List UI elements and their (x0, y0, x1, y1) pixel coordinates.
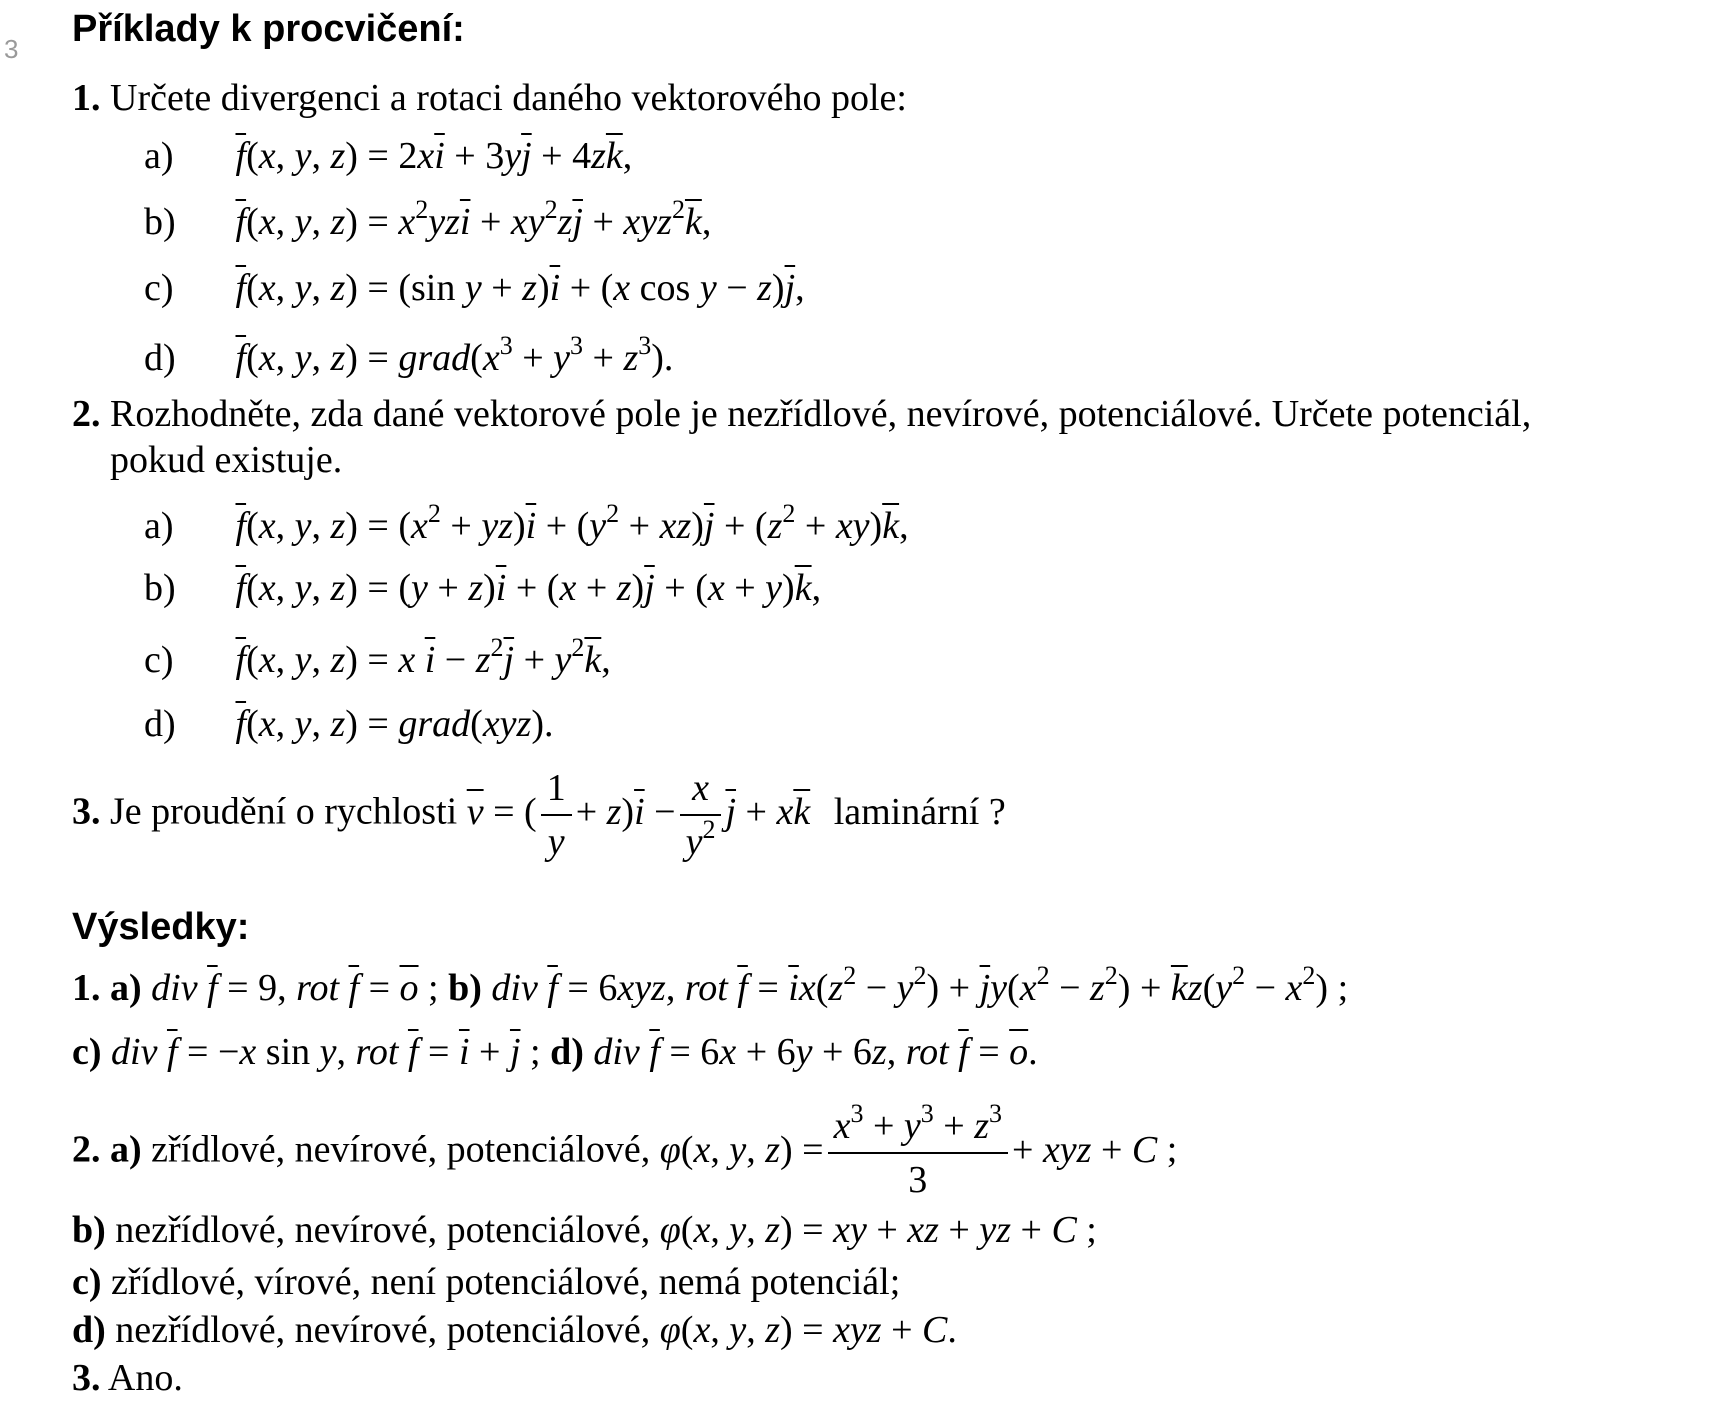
q2-d-formula: $\overline{f}(x$, y, z) = grad(xyz). (235, 703, 554, 745)
result-2a: 2. a) zřídlové, nevírové, potenciálové, φ(x, y, z) = $\frac{x^3 + y^3 + z^3}{3}$ + xyz + C ; (72, 1100, 1177, 1206)
q1-item-c: c) $\overline{f}(x$, y, z) = (sin $y + z)\overline{i} + (x$ $\cos y - z)\overline{j}$, (144, 267, 805, 309)
q2-item-c: c) $\overline{f}(x$, y, z) = x $\overline{i} - z^2\overline{j} + y^2\overline{k}$, (144, 633, 611, 681)
q2-item-a: a) $\overline{f}(x$, y, $z) = (x^2 + yz)\overline{i} + (y^2 + xz)\overline{j} + (z^2 + xy)\overline{k}$, (144, 499, 909, 547)
q1-prompt: 1. Určete divergenci a rotaci daného vektorového pole: (72, 77, 907, 119)
q1-b-formula: $\overline{f}(x$, y, $z) = x^2yz\overline{i} + xy^2z\overline{j} + xyz^2\overline{k}$, (235, 195, 712, 243)
q2-item-b: b) $\overline{f}(x$, y, $z) = (y + z)\overline{i} + (x + z)\overline{j} + (x + y)\overline{k}$, (144, 567, 822, 609)
results-heading: Výsledky: (72, 906, 250, 948)
result-3: 3. Ano. (72, 1357, 183, 1399)
result-2d: d) nezřídlové, nevírové, potenciálové, φ(x, y, z) = xyz + C. (72, 1309, 957, 1351)
result-2b: b) nezřídlové, nevírové, potenciálové, φ(x, y, z) = xy + xz + yz + C ; (72, 1209, 1097, 1251)
q2-item-d: d) $\overline{f}(x$, y, z) = grad(xyz). (144, 703, 554, 745)
q3-prompt: 3. Je proudění o rychlosti $\overline{v}$ = ( $\frac{1}{y}$ + $z)\overline{i}$ − $\frac{x}{y^2}$ $\overline{j} + x\overline{k}$ laminární ? (72, 762, 1006, 868)
result-2c: c) zřídlové, vírové, není potenciálové, nemá potenciál; (72, 1261, 901, 1303)
q3-formula: $\overline{v}$ = ( $\frac{1}{y}$ + $z)\overline{i}$ − $\frac{x}{y^2}$ $\overline{j} + x\overline{k}$ (467, 791, 810, 833)
q1-item-b: b) $\overline{f}(x$, y, $z) = x^2yz\overline{i} + xy^2z\overline{j} + xyz^2\overline{k}$, (144, 195, 712, 243)
q2-b-formula: $\overline{f}(x$, y, $z) = (y + z)\overline{i} + (x + z)\overline{j} + (x + y)\overline{k}$, (235, 567, 822, 609)
result-2a-formula: φ(x, y, z) = $\frac{x^3 + y^3 + z^3}{3}$ + xyz + C (660, 1129, 1158, 1171)
page-number: 3 (4, 34, 19, 64)
q2-prompt: 2. Rozhodněte, zda dané vektorové pole je nezřídlové, nevírové, potenciálové. Určete potenciál, (72, 393, 1532, 435)
q1-item-d: d) $\overline{f}(x$, y, $z) = grad(x^3 + y^3 + z^3)$. (144, 331, 674, 379)
result-2b-formula: φ(x, y, z) = xy + xz + yz + C (659, 1209, 1077, 1251)
q2-c-formula: $\overline{f}(x$, y, z) = x $\overline{i} - z^2\overline{j} + y^2\overline{k}$, (235, 633, 611, 681)
q1-a-formula: $\overline{f}(x$, y, $z) = 2x\overline{i} + 3y\overline{j} + 4z\overline{k}$, (235, 135, 633, 177)
result-1-line-2: c) div $\overline{f} = -x$ sin y, rot $\overline{f} = \overline{i} + \overline{j}$ ; d) div $\overline{f} = 6x + 6y + 6z$, rot $\overline{f} = \overline{o}$. (72, 1031, 1038, 1073)
q1-c-formula: $\overline{f}(x$, y, z) = (sin $y + z)\overline{i} + (x$ $\cos y - z)\overline{j}$, (235, 267, 805, 309)
q1-item-a: a) $\overline{f}(x$, y, $z) = 2x\overline{i} + 3y\overline{j} + 4z\overline{k}$, (144, 135, 633, 177)
result-1-line-1: 1. a) div $\overline{f} = 9$, rot $\overline{f} = \overline{o}$ ; b) div $\overline{f} = 6xyz$, rot $\overline{f} = \overline{i}x(z^2 - y^2) + \overline{j}y(x^2 - z^2) + \overline{k}z(y^2 - x^2)$ ; (72, 961, 1349, 1009)
q1-d-formula: $\overline{f}(x$, y, $z) = grad(x^3 + y^3 + z^3)$. (235, 331, 674, 379)
result-2d-formula: φ(x, y, z) = xyz + C. (659, 1309, 957, 1351)
exercises-heading: Příklady k procvičení: (72, 8, 465, 50)
q2-a-formula: $\overline{f}(x$, y, $z) = (x^2 + yz)\overline{i} + (y^2 + xz)\overline{j} + (z^2 + xy)\overline{k}$, (235, 499, 909, 547)
q2-prompt-cont: pokud existuje. (110, 439, 343, 481)
